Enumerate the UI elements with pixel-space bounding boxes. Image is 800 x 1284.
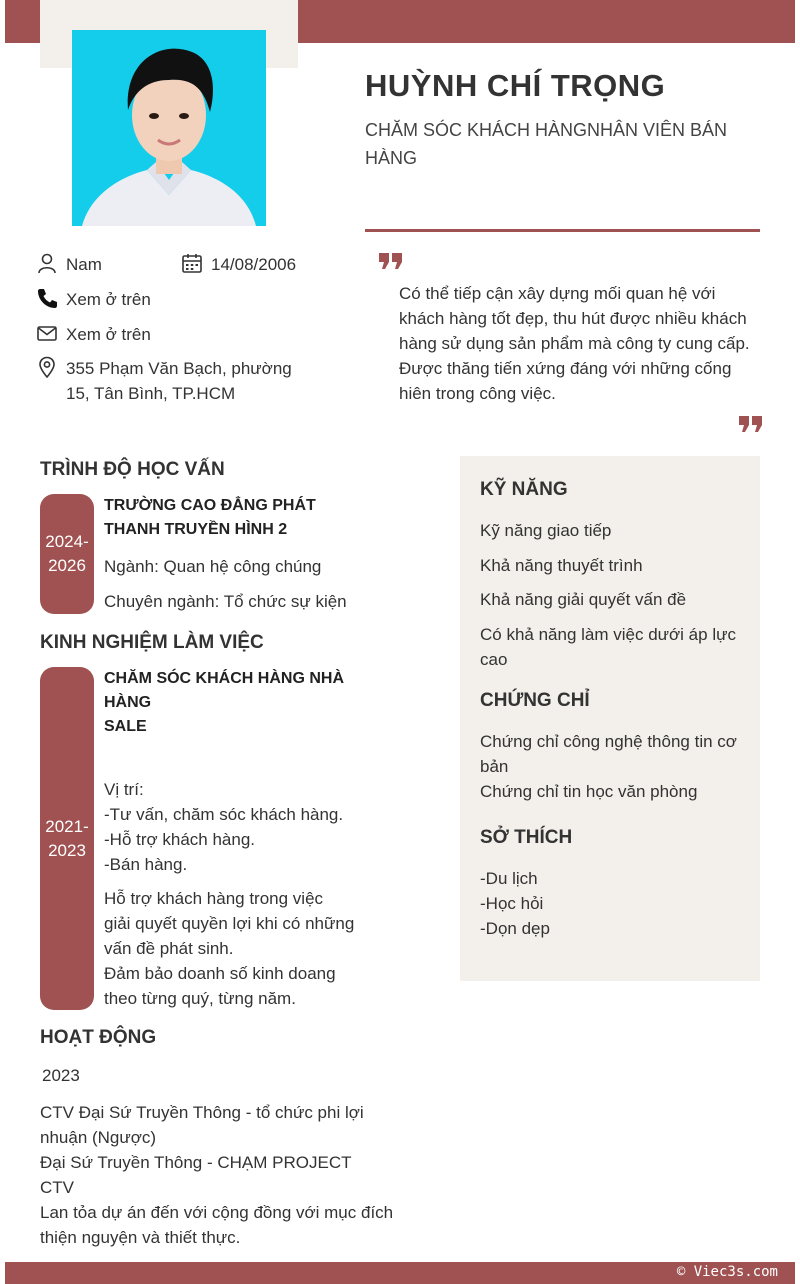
watermark: © Viec3s.com [676, 1264, 778, 1280]
calendar-icon [181, 252, 203, 274]
profile-photo [72, 30, 266, 226]
address-row [36, 356, 292, 406]
education-years: 2024- 2026 [40, 494, 94, 614]
phone-icon [36, 287, 58, 309]
job-title: CHĂM SÓC KHÁCH HÀNGNHÂN VIÊN BÁN HÀNG [365, 120, 728, 168]
company-name: CHĂM SÓC KHÁCH HÀNG NHÀ HÀNG SALE [104, 670, 344, 735]
activities-title: HOẠT ĐỘNG [40, 1027, 157, 1048]
address-value: 355 Phạm Văn Bạch, phường 15, Tân Bình, TP.HCM [66, 359, 292, 403]
gender-row [36, 252, 102, 277]
activities-year: 2023 [42, 1066, 80, 1085]
skill-item: Kỹ năng giao tiếp [480, 521, 612, 540]
certificates-title: CHỨNG CHỈ [480, 690, 590, 711]
location-pin-icon [36, 356, 58, 378]
certificate-item: Chứng chỉ tin học văn phòng [480, 782, 698, 801]
quote-icon [738, 415, 764, 438]
quote-icon [378, 252, 404, 275]
school-name: TRƯỜNG CAO ĐẲNG PHÁT THANH TRUYỀN HÌNH 2 [104, 497, 316, 538]
person-icon [36, 252, 58, 274]
education-title: TRÌNH ĐỘ HỌC VẤN [40, 459, 225, 480]
experience-years: 2021- 2023 [40, 667, 94, 1010]
skill-item: Khả năng giải quyết vấn đề [480, 590, 687, 609]
experience-title: KINH NGHIỆM LÀM VIỆC [40, 632, 264, 653]
experience-duties: Vị trí: -Tư vấn, chăm sóc khách hàng. -Hỗ trợ khách hàng. -Bán hàng. [104, 780, 344, 874]
birthday-row [181, 252, 296, 277]
experience-achievements: Hỗ trợ khách hàng trong việc giải quyết quyền lợi khi có những vấn đề phát sinh. Đảm bảo doanh số kinh doang theo từng quý, từng năm. [104, 889, 355, 1008]
candidate-name: HUỲNH CHÍ TRỌNG [365, 68, 666, 103]
header-divider [365, 229, 760, 232]
activities-description: CTV Đại Sứ Truyền Thông - tổ chức phi lợi nhuận (Ngược) Đại Sứ Truyền Thông - CHẠM PROJECT CTV Lan tỏa dự án đến với cộng đồng với mục đích thiện nguyện và thiết thực. [40, 1103, 394, 1247]
phone-value: Xem ở trên [66, 290, 151, 309]
skill-item: Có khả năng làm việc dưới áp lực cao [480, 625, 736, 669]
skill-item: Khả năng thuyết trình [480, 556, 643, 575]
email-value: Xem ở trên [66, 325, 151, 344]
certificate-item: Chứng chỉ công nghệ thông tin cơ bản [480, 732, 737, 776]
birthday-value: 14/08/2006 [211, 255, 297, 274]
email-row [36, 322, 151, 347]
hobbies-list: -Du lịch -Học hỏi -Dọn dẹp [480, 869, 550, 938]
gender-value: Nam [66, 255, 102, 274]
hobbies-title: SỞ THÍCH [480, 827, 573, 848]
education-major: Ngành: Quan hệ công chúng [104, 557, 322, 576]
skills-title: KỸ NĂNG [480, 479, 568, 500]
mail-icon [36, 322, 58, 344]
career-objective: Có thể tiếp cận xây dựng mối quan hệ với khách hàng tốt đẹp, thu hút được nhiều khách hàng sử dụng sản phẩm mà công ty cung cấp. Được thăng tiến xứng đáng với những cống hiên trong công việc. [399, 284, 750, 403]
phone-row [36, 287, 151, 312]
education-specialization: Chuyên ngành: Tổ chức sự kiện [104, 592, 347, 611]
